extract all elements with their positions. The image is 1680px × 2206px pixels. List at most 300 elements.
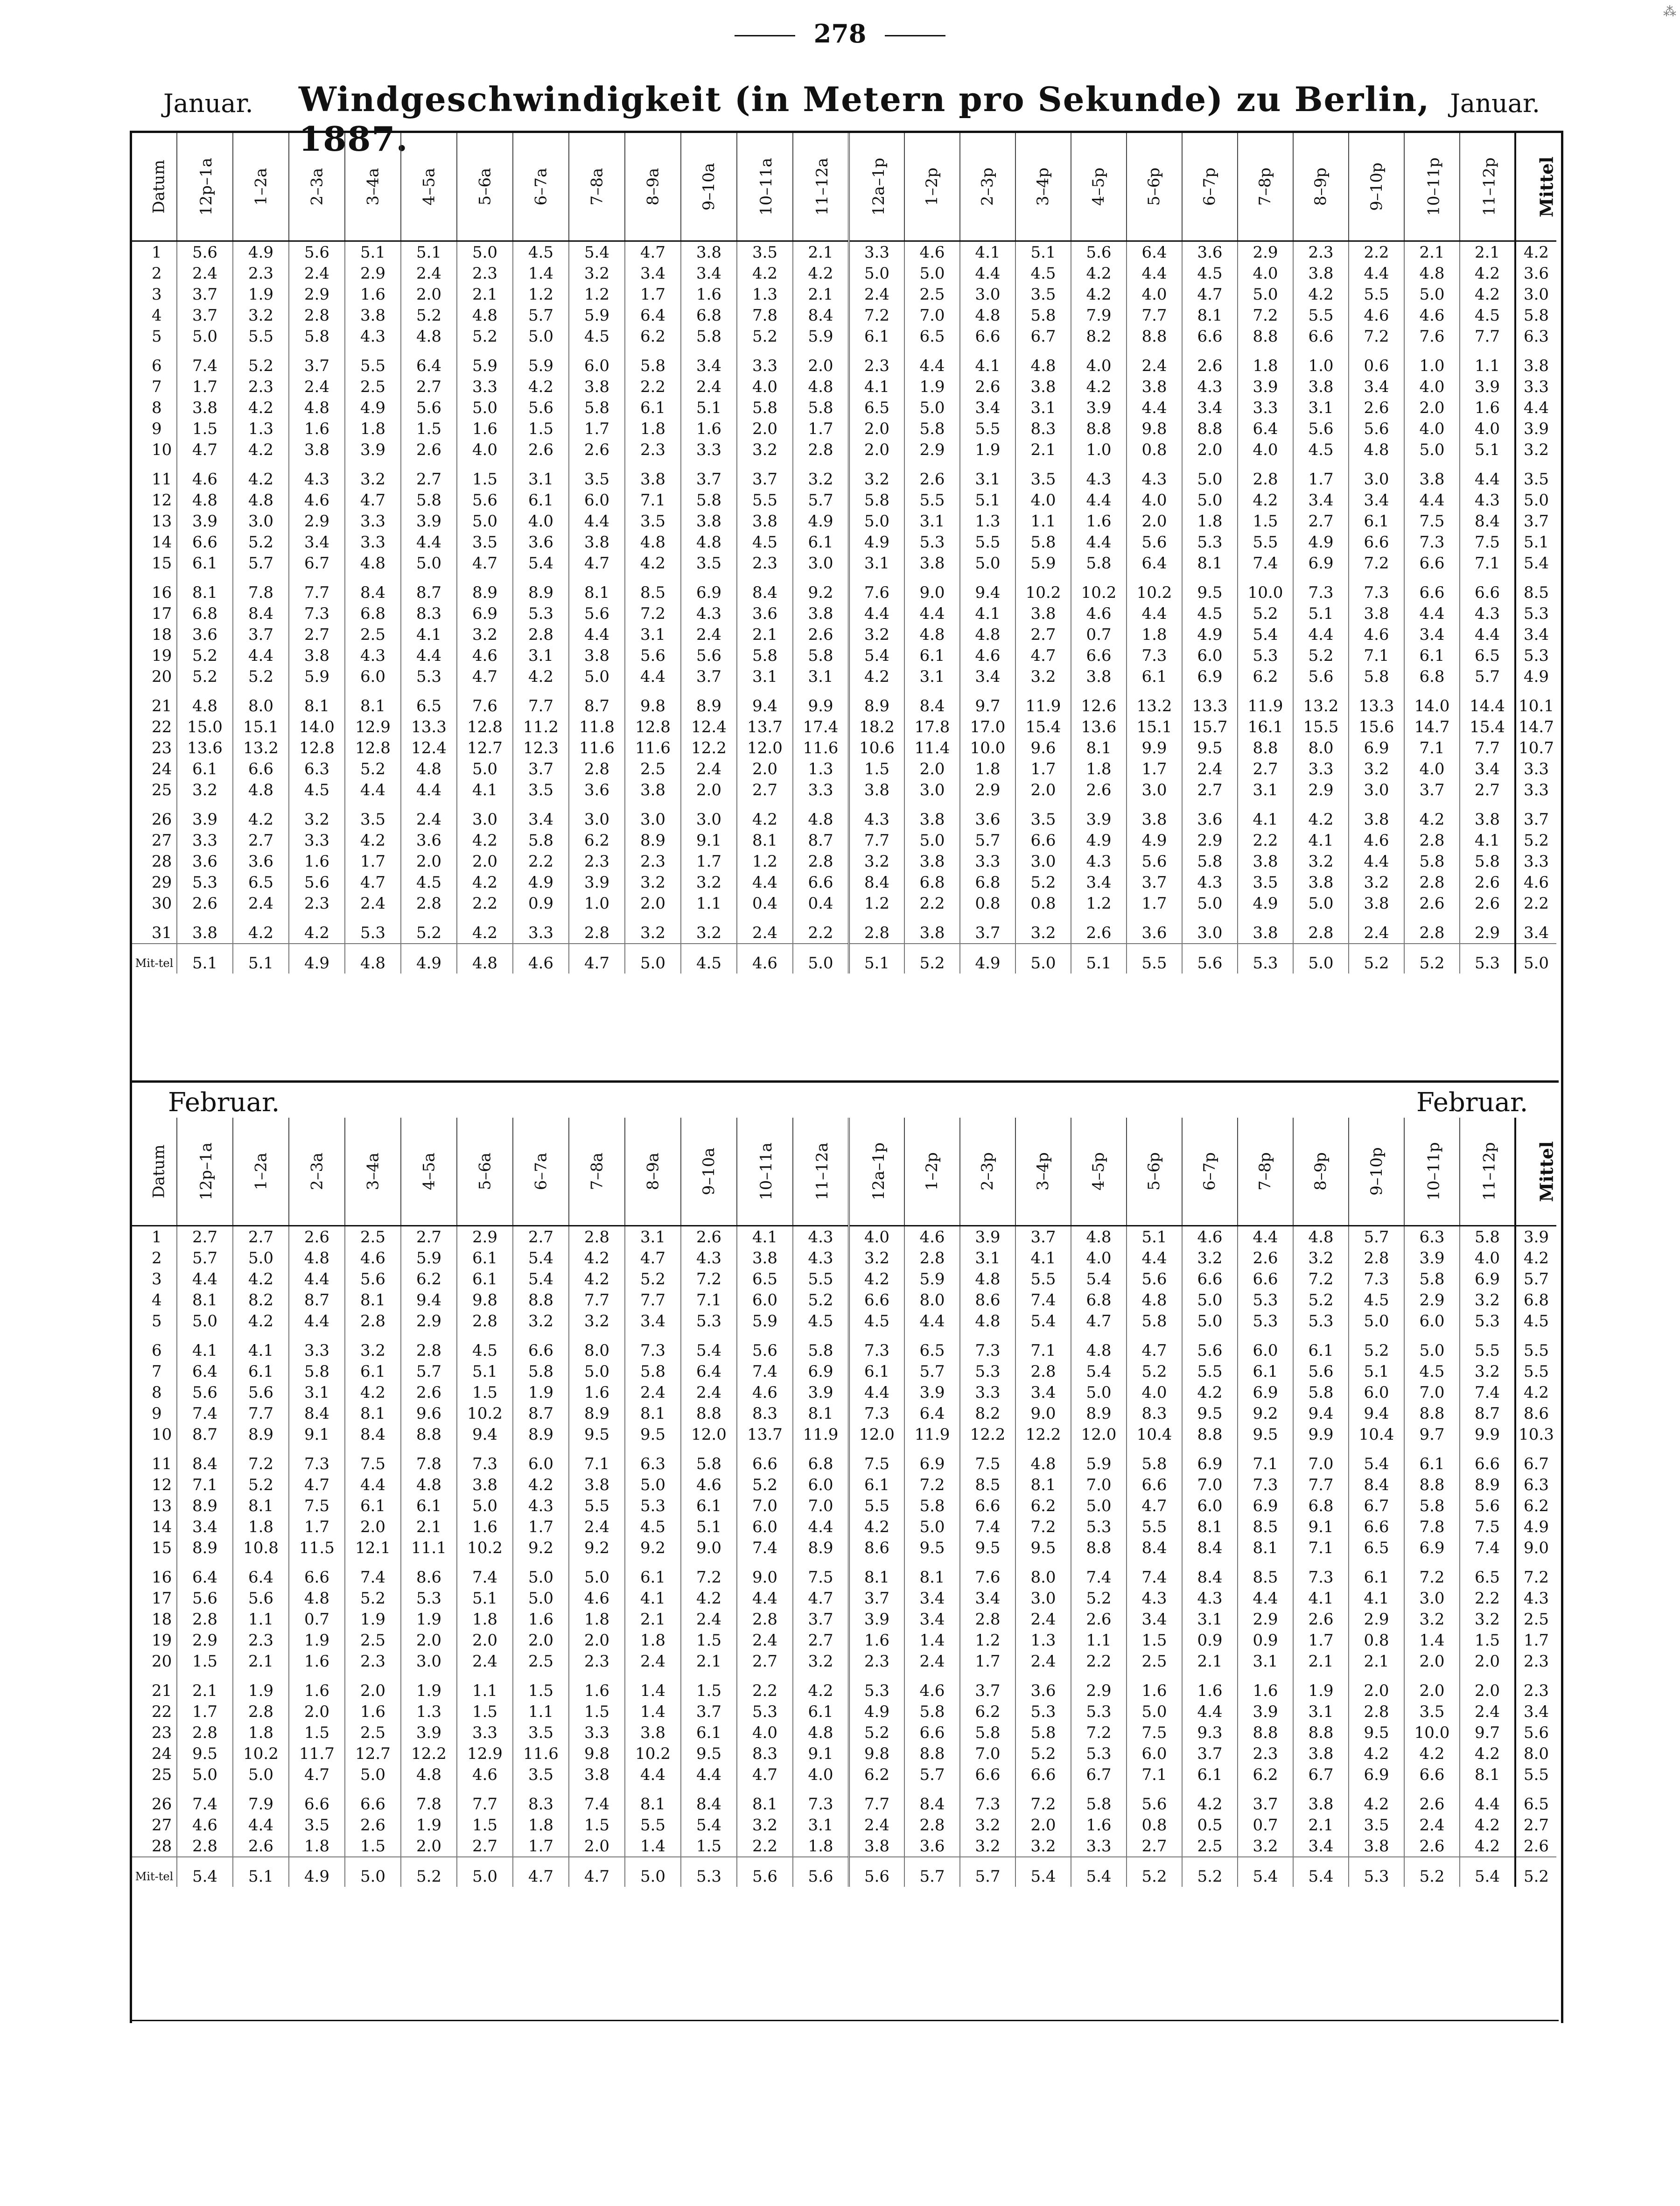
value-cell: 6.1 (1404, 1445, 1460, 1474)
value-cell: 3.8 (1349, 1835, 1404, 1857)
value-cell: 4.4 (625, 666, 681, 687)
value-cell: 8.8 (904, 1743, 960, 1764)
value-cell: 3.2 (345, 1331, 401, 1361)
value-cell: 7.2 (849, 305, 904, 326)
value-cell: 8.2 (960, 1403, 1015, 1424)
datum-cell: 22 (152, 1702, 172, 1721)
datum-cell: 9 (152, 1404, 162, 1423)
value-cell: 6.2 (401, 1268, 457, 1289)
value-cell: 3.3 (960, 851, 1015, 872)
value-cell: 5.2 (1404, 1857, 1460, 1887)
value-cell: 4.4 (345, 1474, 401, 1495)
value-cell: 4.4 (960, 263, 1015, 284)
value-cell: 2.4 (737, 1630, 793, 1651)
value-cell: 3.2 (1460, 1609, 1515, 1630)
value-cell: 4.2 (793, 263, 849, 284)
table-row (132, 397, 1556, 418)
table-row (132, 666, 1556, 687)
column-header-hour (569, 133, 625, 241)
value-cell: 3.2 (569, 263, 625, 284)
value-cell: 2.2 (513, 851, 569, 872)
value-cell: 4.4 (849, 603, 904, 624)
mittel-cell: 3.9 (1515, 1226, 1556, 1248)
value-cell: 8.3 (1015, 418, 1071, 439)
datum-cell: 25 (152, 780, 172, 799)
value-cell: 7.3 (1404, 532, 1460, 553)
value-cell: 5.2 (1182, 1857, 1238, 1887)
value-cell: 6.5 (849, 397, 904, 418)
value-cell: 8.6 (849, 1537, 904, 1558)
value-cell: 2.8 (233, 1701, 289, 1722)
table-row (132, 511, 1556, 532)
value-cell: 1.2 (849, 893, 904, 914)
column-header-hour (513, 133, 569, 241)
value-cell: 4.1 (1349, 1588, 1404, 1609)
value-cell: 1.5 (681, 1672, 737, 1701)
datum-cell: 29 (152, 873, 172, 892)
value-cell: 5.7 (960, 830, 1015, 851)
mittel-cell: 6.3 (1515, 1474, 1556, 1495)
value-cell: 5.6 (1460, 1495, 1515, 1516)
value-cell: 4.6 (569, 1588, 625, 1609)
value-cell: 5.3 (960, 1361, 1015, 1382)
table-row (132, 1310, 1556, 1331)
value-cell: 5.6 (737, 1331, 793, 1361)
value-cell: 4.4 (177, 1268, 233, 1289)
value-cell: 6.6 (513, 1331, 569, 1361)
value-cell: 15.1 (1127, 716, 1182, 737)
value-cell: 7.3 (1293, 574, 1349, 603)
value-cell: 7.3 (457, 1445, 513, 1474)
value-cell: 4.7 (1127, 1495, 1182, 1516)
column-header-hour (1182, 1118, 1238, 1226)
value-cell: 3.7 (233, 624, 289, 645)
value-cell: 5.8 (1127, 1310, 1182, 1331)
value-cell: 1.5 (401, 418, 457, 439)
datum-cell: 14 (152, 1517, 172, 1536)
value-cell: 5.1 (1349, 1361, 1404, 1382)
value-cell: 3.6 (1182, 800, 1238, 830)
value-cell: 5.4 (177, 1857, 233, 1887)
value-cell: 5.1 (960, 490, 1015, 511)
datum-cell: 1 (152, 1227, 162, 1247)
mittel-cell: 10.7 (1515, 737, 1556, 758)
value-cell: 4.2 (1293, 284, 1349, 305)
table-row (132, 1630, 1556, 1651)
value-cell: 4.2 (1349, 1743, 1404, 1764)
table-row (132, 1474, 1556, 1495)
value-cell: 15.7 (1182, 716, 1238, 737)
value-cell: 2.7 (1127, 1835, 1182, 1857)
value-cell: 3.4 (960, 666, 1015, 687)
value-cell: 7.1 (1015, 1331, 1071, 1361)
mittel-cell: 14.7 (1515, 716, 1556, 737)
value-cell: 11.5 (289, 1537, 345, 1558)
value-cell: 5.7 (177, 1247, 233, 1268)
value-cell: 6.4 (1238, 418, 1293, 439)
value-cell: 5.6 (1127, 1785, 1182, 1814)
value-cell: 4.9 (793, 511, 849, 532)
column-header-hour (904, 133, 960, 241)
value-cell: 5.0 (1238, 284, 1293, 305)
value-cell: 5.3 (1293, 1310, 1349, 1331)
value-cell: 2.0 (849, 418, 904, 439)
value-cell: 6.6 (1293, 326, 1349, 347)
value-cell: 5.1 (457, 1588, 513, 1609)
value-cell: 4.7 (569, 944, 625, 973)
value-cell: 7.1 (1460, 553, 1515, 574)
column-header-hour-text: 10–11a (756, 158, 776, 216)
value-cell: 4.4 (289, 1268, 345, 1289)
value-cell: 7.1 (625, 490, 681, 511)
mittel-cell: 4.4 (1515, 397, 1556, 418)
datum-cell: 5 (152, 327, 162, 346)
value-cell: 5.0 (345, 1764, 401, 1785)
value-cell: 4.8 (625, 532, 681, 553)
column-header-mittel-text: Mittel (1536, 1141, 1557, 1202)
table-row (132, 574, 1556, 603)
value-cell: 4.4 (401, 779, 457, 800)
value-cell: 6.2 (1238, 1764, 1293, 1785)
value-cell: 4.2 (1460, 263, 1515, 284)
value-cell: 9.8 (569, 1743, 625, 1764)
value-cell: 2.3 (625, 851, 681, 872)
value-cell: 4.8 (960, 1268, 1015, 1289)
value-cell: 5.1 (681, 1516, 737, 1537)
value-cell: 5.6 (1293, 418, 1349, 439)
value-cell: 2.9 (904, 439, 960, 460)
value-cell: 5.3 (513, 603, 569, 624)
value-cell: 2.8 (401, 893, 457, 914)
value-cell: 6.4 (625, 305, 681, 326)
mittel-cell: 6.5 (1515, 1785, 1556, 1814)
value-cell: 3.2 (1015, 666, 1071, 687)
column-header-hour-text: 9–10a (699, 162, 718, 211)
table-row (132, 376, 1556, 397)
value-cell: 4.2 (513, 1474, 569, 1495)
datum-cell: 28 (152, 1836, 172, 1856)
value-cell: 3.3 (345, 532, 401, 553)
table-row (132, 1743, 1556, 1764)
value-cell: 3.7 (177, 305, 233, 326)
value-cell: 4.2 (233, 914, 289, 944)
value-cell: 9.0 (681, 1537, 737, 1558)
value-cell: 1.3 (401, 1701, 457, 1722)
value-cell: 5.4 (681, 1331, 737, 1361)
value-cell: 7.6 (960, 1558, 1015, 1588)
value-cell: 3.9 (793, 1382, 849, 1403)
value-cell: 2.2 (457, 893, 513, 914)
value-cell: 3.8 (904, 851, 960, 872)
column-header-hour (1404, 1118, 1460, 1226)
value-cell: 2.6 (1349, 397, 1404, 418)
value-cell: 0.4 (737, 893, 793, 914)
column-header-hour (289, 1118, 345, 1226)
value-cell: 4.0 (1460, 418, 1515, 439)
value-cell: 7.8 (401, 1785, 457, 1814)
page-title: Windgeschwindigkeit (in Metern pro Sekunde) zu Berlin, 1887. (299, 79, 1430, 159)
value-cell: 7.2 (904, 1474, 960, 1495)
value-cell: 6.6 (793, 872, 849, 893)
column-header-hour-text: 6–7p (1200, 167, 1219, 206)
value-cell: 8.4 (1182, 1558, 1238, 1588)
value-cell: 6.6 (1015, 830, 1071, 851)
value-cell: 3.8 (289, 439, 345, 460)
value-cell: 8.1 (1182, 553, 1238, 574)
column-header-hour-text: 3–4a (363, 168, 382, 206)
value-cell: 15.4 (1460, 716, 1515, 737)
value-cell: 1.5 (849, 758, 904, 779)
value-cell: 12.7 (345, 1743, 401, 1764)
value-cell: 6.6 (233, 758, 289, 779)
value-cell: 10.2 (457, 1403, 513, 1424)
value-cell: 15.4 (1015, 716, 1071, 737)
bottom-rule (132, 2020, 1559, 2021)
value-cell: 8.8 (681, 1403, 737, 1424)
table-row (132, 1382, 1556, 1403)
datum-cell: 21 (152, 696, 172, 715)
value-cell: 11.9 (1238, 687, 1293, 716)
value-cell: 4.4 (401, 532, 457, 553)
value-cell: 4.8 (1293, 1226, 1349, 1248)
value-cell: 6.1 (793, 1701, 849, 1722)
value-cell: 6.7 (289, 553, 345, 574)
value-cell: 5.2 (1349, 1331, 1404, 1361)
column-header-hour-text: 7–8p (1256, 167, 1275, 206)
value-cell: 5.5 (233, 326, 289, 347)
table-row (132, 1516, 1556, 1537)
value-cell: 8.3 (1127, 1403, 1182, 1424)
value-cell: 9.5 (177, 1743, 233, 1764)
mittel-cell: 8.5 (1515, 574, 1556, 603)
value-cell: 3.0 (1349, 460, 1404, 490)
value-cell: 8.0 (569, 1331, 625, 1361)
value-cell: 4.1 (1293, 1588, 1349, 1609)
value-cell: 2.6 (177, 893, 233, 914)
value-cell: 5.6 (1293, 666, 1349, 687)
value-cell: 8.4 (345, 574, 401, 603)
value-cell: 0.7 (289, 1609, 345, 1630)
value-cell: 6.7 (1015, 326, 1071, 347)
value-cell: 4.0 (737, 376, 793, 397)
value-cell: 5.7 (1460, 666, 1515, 687)
column-header-hour-text: 6–7a (531, 168, 550, 206)
value-cell: 5.8 (681, 326, 737, 347)
value-cell: 3.2 (793, 460, 849, 490)
value-cell: 9.5 (904, 1537, 960, 1558)
value-cell: 5.0 (904, 830, 960, 851)
value-cell: 4.6 (457, 645, 513, 666)
column-header-hour (960, 1118, 1015, 1226)
value-cell: 5.8 (513, 830, 569, 851)
value-cell: 5.5 (849, 1495, 904, 1516)
value-cell: 4.2 (345, 1382, 401, 1403)
value-cell: 3.4 (625, 1310, 681, 1331)
value-cell: 4.9 (849, 532, 904, 553)
value-cell: 3.8 (904, 553, 960, 574)
value-cell: 2.6 (1182, 347, 1238, 376)
value-cell: 5.0 (1404, 439, 1460, 460)
value-cell: 4.0 (849, 1226, 904, 1248)
value-cell: 5.2 (1349, 944, 1404, 973)
value-cell: 12.7 (457, 737, 513, 758)
value-cell: 2.9 (401, 1310, 457, 1331)
value-cell: 9.0 (904, 574, 960, 603)
value-cell: 7.2 (233, 1445, 289, 1474)
value-cell: 3.4 (681, 263, 737, 284)
value-cell: 5.5 (1349, 284, 1404, 305)
page-number-text: 278 (813, 19, 867, 49)
value-cell: 2.7 (457, 1835, 513, 1857)
value-cell: 2.0 (1460, 1672, 1515, 1701)
value-cell: 3.1 (1015, 397, 1071, 418)
value-cell: 7.0 (737, 1495, 793, 1516)
value-cell: 6.6 (1238, 1268, 1293, 1289)
value-cell: 2.1 (1404, 241, 1460, 263)
value-cell: 3.3 (177, 830, 233, 851)
value-cell: 8.0 (1293, 737, 1349, 758)
value-cell: 1.4 (625, 1701, 681, 1722)
column-header-hour-text: 2–3p (978, 167, 997, 206)
value-cell: 3.3 (793, 779, 849, 800)
value-cell: 4.6 (1349, 830, 1404, 851)
value-cell: 8.0 (1015, 1558, 1071, 1588)
value-cell: 4.4 (569, 624, 625, 645)
datum-cell: 3 (152, 1269, 162, 1289)
value-cell: 5.8 (1015, 532, 1071, 553)
value-cell: 2.7 (737, 1651, 793, 1672)
column-header-hour (1238, 1118, 1293, 1226)
value-cell: 3.9 (1238, 1701, 1293, 1722)
value-cell: 9.0 (1015, 1403, 1071, 1424)
value-cell: 3.2 (345, 460, 401, 490)
value-cell: 7.4 (1460, 1382, 1515, 1403)
value-cell: 2.6 (569, 439, 625, 460)
value-cell: 8.9 (625, 830, 681, 851)
value-cell: 10.0 (1238, 574, 1293, 603)
value-cell: 1.7 (625, 284, 681, 305)
value-cell: 1.5 (289, 1722, 345, 1743)
value-cell: 3.8 (569, 376, 625, 397)
value-cell: 4.9 (345, 397, 401, 418)
value-cell: 13.7 (737, 1424, 793, 1445)
value-cell: 6.1 (1349, 1558, 1404, 1588)
mittel-cell: 4.5 (1515, 1310, 1556, 1331)
value-cell: 1.8 (233, 1722, 289, 1743)
column-header-hour-text: 4–5p (1089, 1152, 1108, 1191)
value-cell: 2.6 (681, 1226, 737, 1248)
value-cell: 2.1 (1293, 1814, 1349, 1835)
mittel-cell: 5.0 (1515, 944, 1556, 973)
value-cell: 2.9 (345, 263, 401, 284)
value-cell: 6.3 (289, 758, 345, 779)
value-cell: 3.8 (345, 305, 401, 326)
value-cell: 3.2 (625, 914, 681, 944)
datum-cell: 8 (152, 1383, 162, 1402)
value-cell: 7.4 (1127, 1558, 1182, 1588)
value-cell: 6.6 (1015, 1764, 1071, 1785)
value-cell: 3.4 (1404, 624, 1460, 645)
value-cell: 4.8 (233, 490, 289, 511)
value-cell: 1.6 (569, 1672, 625, 1701)
value-cell: 6.1 (849, 1361, 904, 1382)
value-cell: 4.5 (1293, 439, 1349, 460)
value-cell: 7.5 (1460, 532, 1515, 553)
value-cell: 4.1 (1015, 1247, 1071, 1268)
table-row (132, 1722, 1556, 1743)
value-cell: 6.4 (177, 1361, 233, 1382)
value-cell: 8.7 (401, 574, 457, 603)
value-cell: 5.6 (457, 490, 513, 511)
value-cell: 5.8 (904, 418, 960, 439)
value-cell: 4.4 (345, 779, 401, 800)
value-cell: 5.0 (457, 397, 513, 418)
value-cell: 6.7 (1071, 1764, 1127, 1785)
page-header (163, 79, 1540, 159)
value-cell: 8.8 (1071, 418, 1127, 439)
datum-cell: 25 (152, 1765, 172, 1784)
value-cell: 11.6 (569, 737, 625, 758)
value-cell: 3.8 (1293, 263, 1349, 284)
value-cell: 0.8 (1349, 1630, 1404, 1651)
value-cell: 3.7 (513, 758, 569, 779)
datum-cell: 20 (152, 1652, 172, 1671)
value-cell: 6.9 (1349, 737, 1404, 758)
value-cell: 8.1 (1015, 1474, 1071, 1495)
value-cell: 2.8 (569, 758, 625, 779)
value-cell: 2.5 (1182, 1835, 1238, 1857)
value-cell: 18.2 (849, 716, 904, 737)
value-cell: 2.7 (1015, 624, 1071, 645)
value-cell: 1.3 (233, 418, 289, 439)
value-cell: 4.9 (289, 1857, 345, 1887)
value-cell: 6.9 (1404, 1537, 1460, 1558)
value-cell: 6.9 (1460, 1268, 1515, 1289)
column-header-hour-text: 11–12p (1480, 157, 1499, 216)
value-cell: 2.1 (177, 1672, 233, 1701)
value-cell: 5.8 (625, 347, 681, 376)
column-header-hour-text: 7–8p (1256, 1152, 1275, 1191)
value-cell: 3.1 (960, 1247, 1015, 1268)
value-cell: 3.5 (1349, 1814, 1404, 1835)
value-cell: 1.6 (513, 1609, 569, 1630)
value-cell: 2.8 (569, 914, 625, 944)
value-cell: 3.3 (1293, 758, 1349, 779)
value-cell: 7.5 (345, 1445, 401, 1474)
value-cell: 5.5 (1293, 305, 1349, 326)
value-cell: 3.8 (1404, 460, 1460, 490)
value-cell: 5.3 (737, 1701, 793, 1722)
value-cell: 8.7 (177, 1424, 233, 1445)
value-cell: 2.8 (177, 1722, 233, 1743)
value-cell: 3.8 (1071, 666, 1127, 687)
value-cell: 1.5 (457, 1814, 513, 1835)
value-cell: 7.0 (1182, 1474, 1238, 1495)
value-cell: 6.2 (1015, 1495, 1071, 1516)
value-cell: 1.8 (1182, 511, 1238, 532)
value-cell: 8.1 (345, 1403, 401, 1424)
value-cell: 6.6 (1460, 1445, 1515, 1474)
value-cell: 3.9 (904, 1382, 960, 1403)
value-cell: 1.6 (345, 284, 401, 305)
value-cell: 4.4 (289, 1310, 345, 1331)
datum-cell: 20 (152, 667, 172, 686)
value-cell: 3.0 (625, 800, 681, 830)
value-cell: 4.2 (849, 1268, 904, 1289)
value-cell: 5.0 (960, 553, 1015, 574)
value-cell: 4.5 (1182, 603, 1238, 624)
value-cell: 4.8 (345, 944, 401, 973)
